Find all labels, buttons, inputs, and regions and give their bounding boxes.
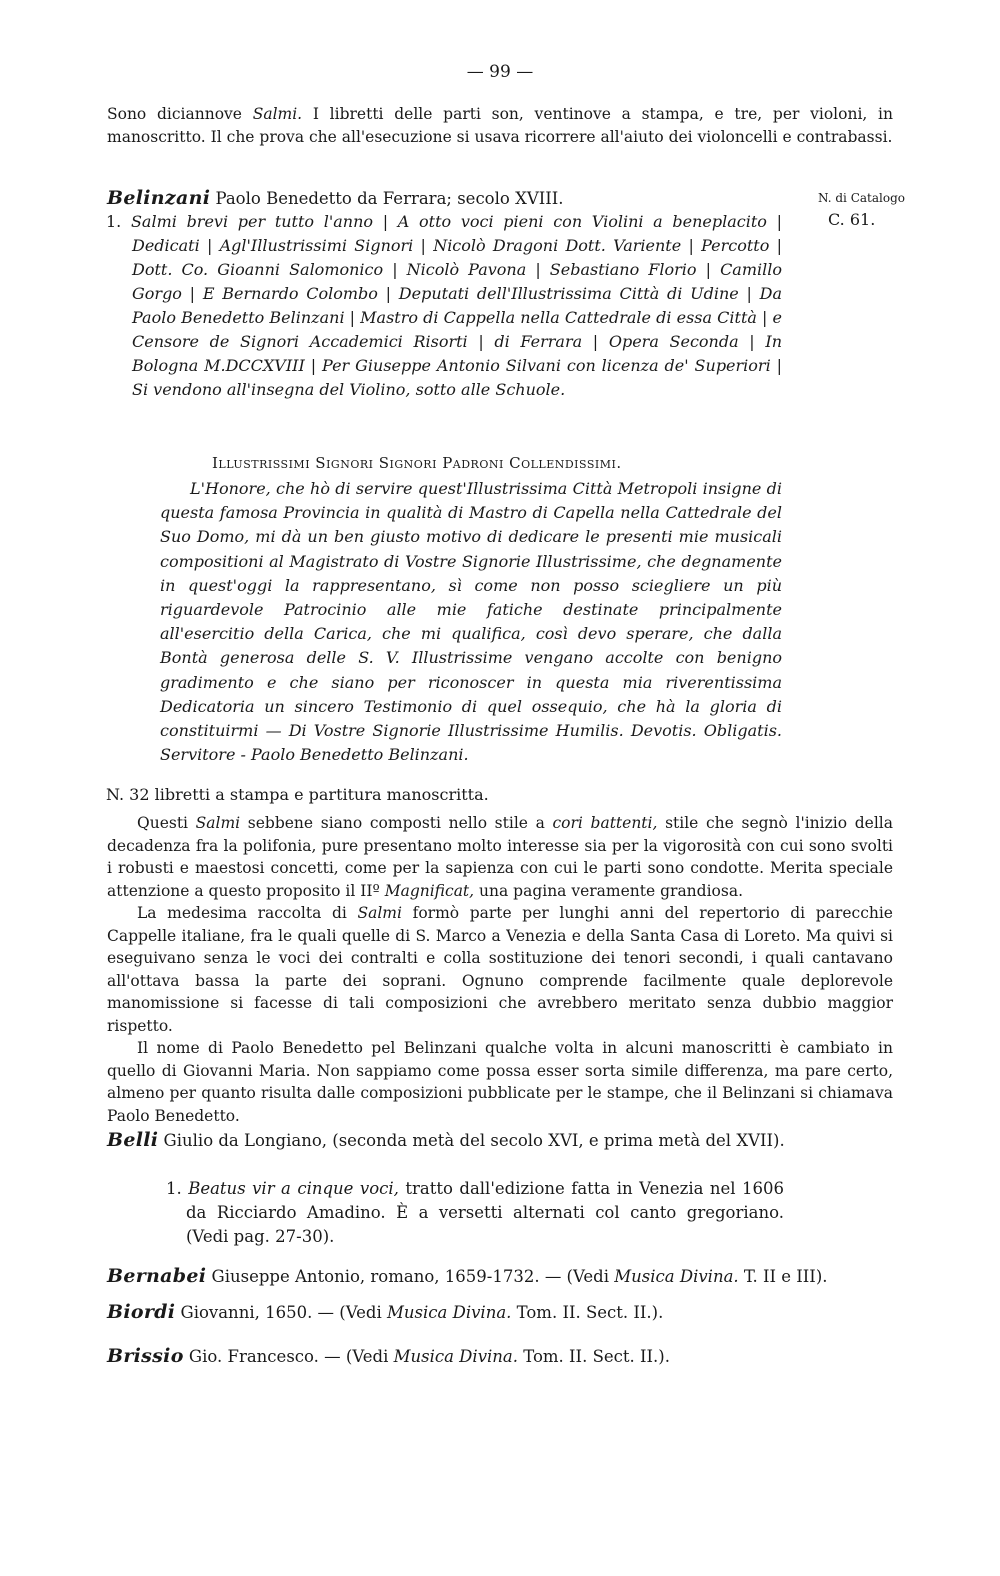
composer-desc-2: Tom. II. Sect. II.). [518,1347,670,1366]
text-span-italic: Magnificat, [384,881,475,900]
composer-name: Belinzani [107,187,211,209]
item-number: 1. [106,212,131,231]
composer-desc-2: Tom. II. Sect. II.). [511,1303,664,1322]
composer-name: Brissio [107,1345,184,1367]
intro-text: Sono diciannove [107,105,253,123]
composer-name: Bernabei [107,1265,207,1287]
reference-title: Musica Divina. [387,1303,512,1322]
entry-belinzani-heading [107,186,797,211]
entry-brissio [107,1344,907,1369]
composer-desc: Giuseppe Antonio, romano, 1659-1732. — (Vedi [206,1267,615,1286]
commentary-paragraph-2 [107,902,893,1037]
text-span-italic: cori battenti, [552,814,658,832]
dedication-text: L'Honore, che hò di servire quest'Illustrissima Città Metropoli insigne di questa famosa Provincia in qualità di Mastro di Capella nella Cattedrale del Suo Domo, mi dà un ben giusto motivo di dedicare le presenti mie musicali compositioni al Magistrato di Vostre Signorie Illustrissime, che degnamente in quest'oggi la rappresentano, sì come non posso sciegliere un più riguardevole Patrocinio alle mie fatiche destinate principalmente all'esercitio della Carica, che mi qualifica, così devo sperare, che dalla Bontà generosa delle S. V. Illustrissime vengano accolte con benigno gradimento e che siano per riconoscer in questa mia riverentissima Dedicatoria un sincero Testimonio di quel ossequio, che hà la gloria di constituirmi — Di Vostre Signorie Illustrissime Humilis. Devotis. Obligatis. Servitore - Paolo Benedetto Belinzani. [160,479,782,765]
work-title [106,210,782,402]
belli-item-1 [134,1177,784,1249]
intro-salmi: Salmi. [252,105,303,123]
entry-biordi [107,1300,907,1325]
text-span: formò parte per lunghi anni del repertorio di parecchie Cappelle italiane, fra le quali quelle di S. Marco a Venezia e della Santa Casa di Loreto. Ma quivi si eseguivano senza le voci dei contralti e colla sostituzione dei tenori secondi, i quali cantavano all'ottava bassa la parte dei soprani. Ognuno comprende facilmente quale deplorevole manomissione si facesse di tali composizioni che avrebbero meritato senza dubbio maggior rispetto. [107,904,893,1035]
composer-name: Biordi [107,1301,176,1323]
catalog-number: C. 61. [828,210,876,229]
copies-note: N. 32 libretti a stampa e partitura manoscritta. [106,785,489,804]
item-number: 1. [166,1179,189,1198]
text-span-italic: Salmi [357,904,402,922]
text-span: Questi [137,814,196,832]
composer-name: Belli [107,1129,159,1151]
entry-bernabei [107,1264,907,1289]
item-text: tratto dall'edizione fatta in Venezia nel 1606 da Ricciardo Amadino. È a versetti alternati col canto gregoriano. (Vedi pag. 27-30). [186,1179,785,1246]
intro-text-2: I libretti delle parti son, ventinove a stampa, e tre, per violoni, in manoscritto. Il che prova che all'esecuzione si usava ricorrere all'aiuto dei violoncelli e contrabassi. [107,105,893,146]
page-number: — 99 — [466,62,534,82]
commentary-paragraph-3: Il nome di Paolo Benedetto pel Belinzani qualche volta in alcuni manoscritti è cambiato in quello di Giovanni Maria. Non sappiamo come possa esser sorta simile differenza, ma pare certo, almeno per quanto risulta dalle composizioni pubblicate per le stampe, che il Belinzani si chiamava Paolo Benedetto. [107,1039,893,1125]
text-span: una pagina veramente grandiosa. [474,881,743,900]
entry-belli [107,1128,797,1153]
work-title-text: Salmi brevi per tutto l'anno | A otto voci pieni con Violini a beneplacito | Dedicati | Agl'Illustrissimi Signori | Nicolò Dragoni Dott. Variente | Percotto | Dott. Co. Gioanni Salomonico | Nicolò Pavona | Sebastiano Florio | Camillo Gorgo | E Bernardo Colombo | Deputati dell'Illustrissima Città di Udine | Da Paolo Benedetto Belinzani | Mastro di Cappella nella Cattedrale di essa Città | e Censore de Signori Accademici Risorti | di Ferrara | Opera Seconda | In Bologna M.DCCXVIII | Per Giuseppe Antonio Silvani con licenza de' Superiori | Si vendono all'insegna del Violino, sotto alle Schuole. [130,212,783,399]
intro-paragraph [107,103,893,148]
commentary-paragraph-1 [107,812,893,902]
text-span-italic: Salmi [195,814,241,832]
composer-desc: Gio. Francesco. — (Vedi [183,1347,394,1366]
dedication-heading: Illustrissimi Signori Signori Padroni Collendissimi. [212,454,622,472]
text-span: sebbene siano composti nello stile a [240,814,553,832]
composer-desc: Giulio da Longiano, (seconda metà del secolo XVI, e prima metà del XVII). [158,1131,785,1150]
composer-desc: Giovanni, 1650. — (Vedi [175,1303,387,1322]
text-span: stile che segnò l'inizio della decadenza fra la polifonia, pure presentano molto interesse sia per la vigorosità con cui sono svolti i robusti e maestosi concetti, come per la sapienza con cui le parti sono condotte. Merita speciale attenzione a questo proposito il IIº [107,814,893,900]
composer-desc: Paolo Benedetto da Ferrara; secolo XVIII. [210,189,564,208]
text-span: La medesima raccolta di [137,904,358,922]
catalog-header: N. di Catalogo [818,191,905,205]
reference-title: Musica Divina. [393,1347,518,1366]
composer-desc-2: T. II e III). [738,1267,828,1286]
item-title: Beatus vir a cinque voci, [188,1179,399,1198]
reference-title: Musica Divina. [614,1267,739,1286]
